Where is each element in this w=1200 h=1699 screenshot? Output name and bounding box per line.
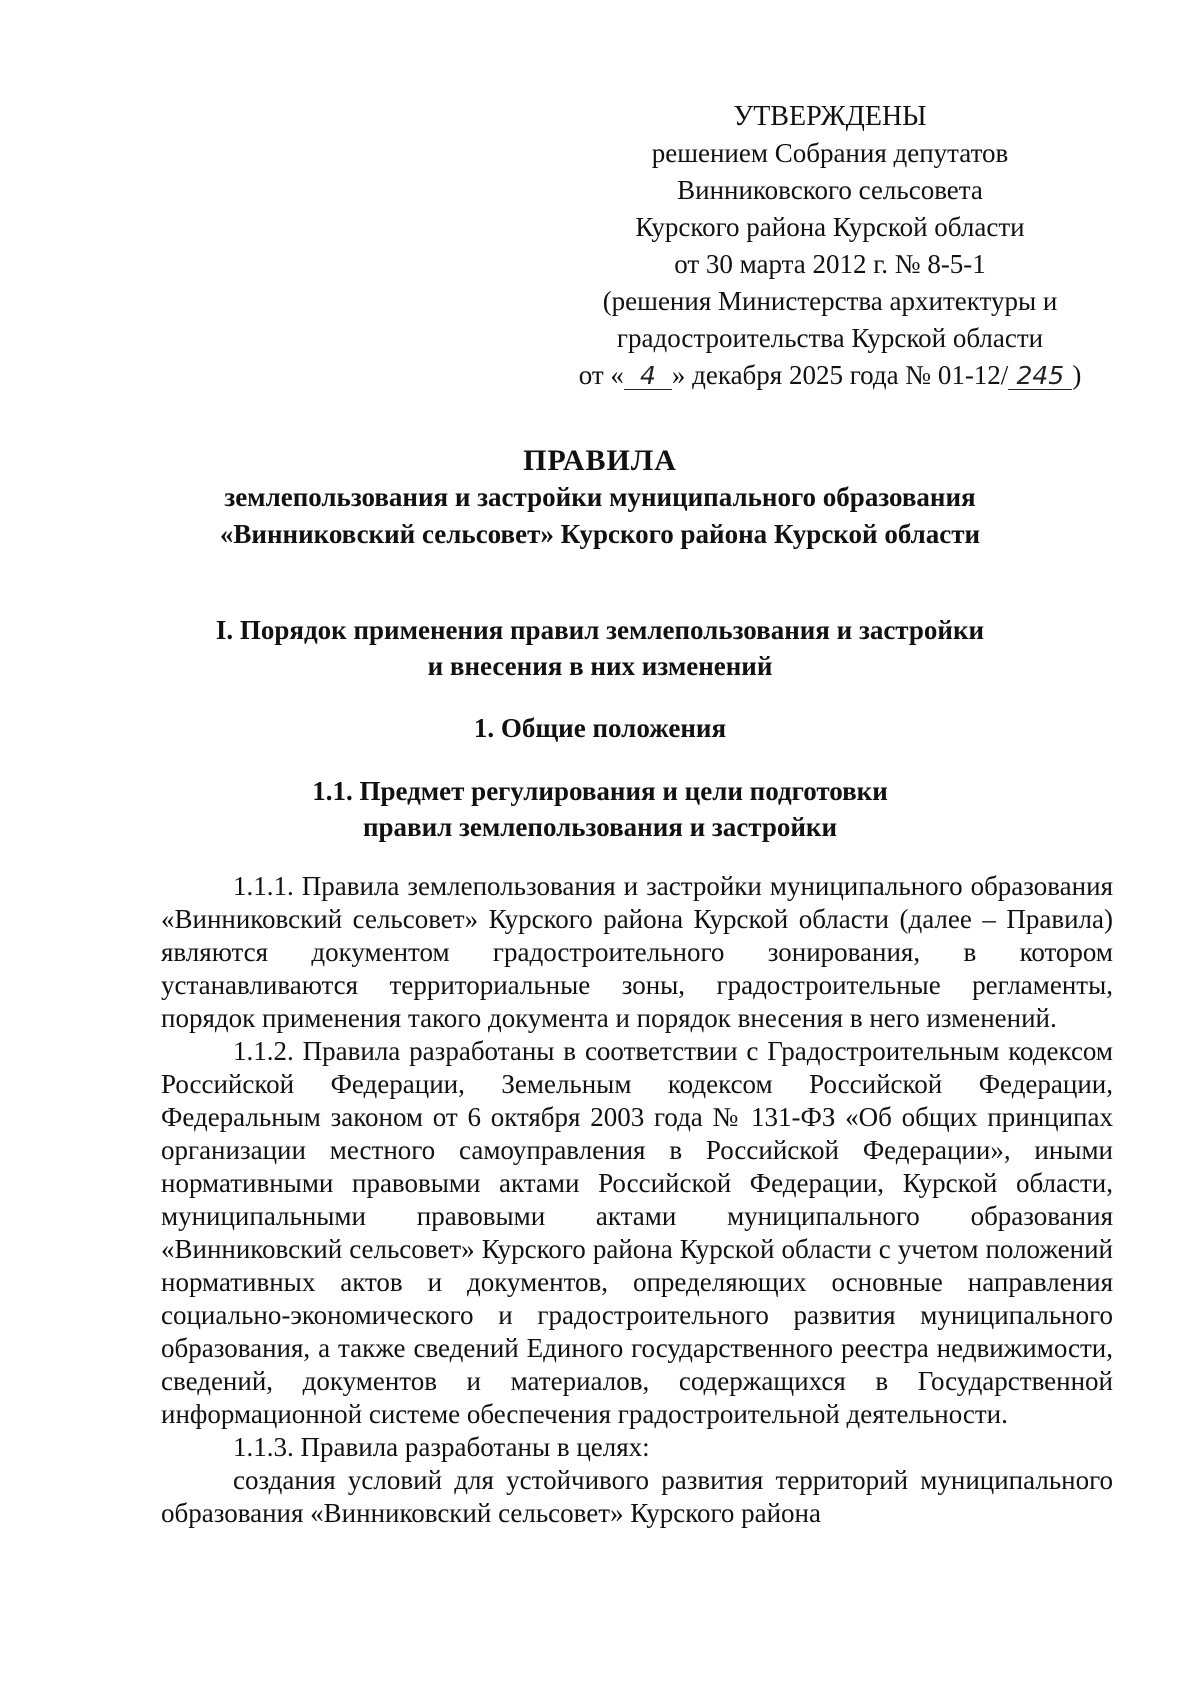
subsection-heading: [60, 773, 1140, 845]
paragraph: 1.1.1. Правила землепользования и застройки муниципального образования «Винниковский сельсовет» Курского района Курской области (далее – Правила) являются документом градостроительного зонирования, в котором устанавливаются территориальные зоны, градостроительные регламенты, порядок применения такого документа и порядок внесения в него изменений.: [161, 871, 1113, 1033]
document-title: [60, 442, 1140, 553]
handwritten-day: 4: [624, 363, 672, 390]
subsection-heading-line: правил землепользования и застройки: [362, 812, 838, 842]
approval-decision-date: от 30 марта 2012 г. № 8-5-1: [674, 249, 986, 279]
approval-line: градостроительства Курской области: [616, 323, 1044, 353]
date-prefix: от «: [578, 360, 624, 390]
paragraph: 1.1.3. Правила разработаны в целях:: [233, 1432, 650, 1462]
handwritten-number: 245: [1008, 363, 1072, 390]
title-line: «Винниковский сельсовет» Курского района Курской области: [219, 519, 981, 549]
approval-stamp-block: [560, 98, 1100, 394]
date-suffix: ): [1072, 360, 1082, 390]
paragraph: создания условий для устойчивого развития территорий муниципального образования «Винниковский сельсовет» Курского района: [161, 1465, 1113, 1528]
subsection-heading-line: 1.1. Предмет регулирования и цели подготовки: [312, 776, 888, 806]
title-line: землепользования и застройки муниципального образования: [224, 482, 976, 512]
date-middle: » декабря 2025 года № 01-12/: [671, 360, 1009, 390]
approval-line: решением Собрания депутатов: [651, 138, 1009, 168]
approval-heading: УТВЕРЖДЕНЫ: [733, 101, 927, 132]
body-text: [161, 870, 1113, 1530]
paragraph: 1.1.2. Правила разработаны в соответствии с Градостроительным кодексом Российской Федерации, Земельным кодексом Российской Федерации, Федеральным законом от 6 октября 2003 года № 131-ФЗ «Об общих принципах организации местного самоуправления в Российской Федерации», иными нормативными правовыми актами Российской Федерации, Курской области, муниципальными правовыми актами муниципального образования «Винниковский сельсовет» Курского района Курской области с учетом положений нормативных актов и документов, определяющих основные направления социально-экономического и градостроительного развития муниципального образования, а также сведений Единого государственного реестра недвижимости, сведений, документов и материалов, содержащихся в Государственной информационной системе обеспечения градостроительной деятельности.: [161, 1036, 1113, 1429]
approval-line: Винниковского сельсовета: [677, 175, 983, 205]
title-main: ПРАВИЛА: [523, 444, 677, 477]
section-heading: [60, 612, 1140, 684]
section-heading-line: I. Порядок применения правил землепользования и застройки: [215, 615, 985, 645]
approval-line: (решения Министерства архитектуры и: [602, 286, 1058, 316]
approval-line: Курского района Курской области: [635, 212, 1025, 242]
approval-ministry-date: [560, 357, 1100, 394]
chapter-heading: 1. Общие положения: [473, 713, 727, 743]
section-heading-line: и внесения в них изменений: [427, 651, 773, 681]
